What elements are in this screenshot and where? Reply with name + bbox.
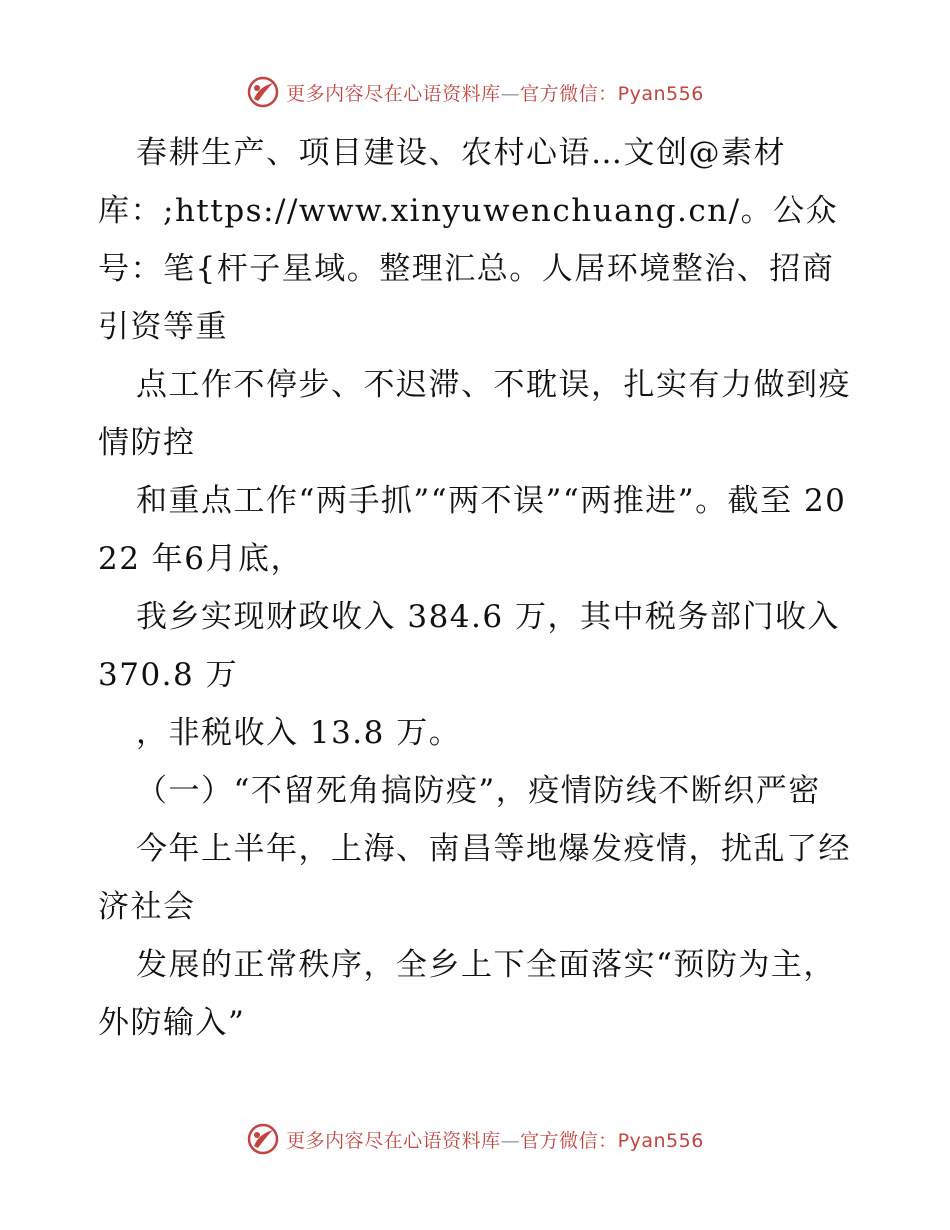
paragraph: 春耕生产、项目建设、农村心语…文创@素材库：;https://www.xinyuwenchuang.cn/。公众号：笔{杆子星域。整理汇总。人居环境整治、招商引资等重 [98,135,839,345]
document-body [98,124,858,1052]
paragraph: 今年上半年，上海、南昌等地爆发疫情，扰乱了经济社会 [98,831,851,925]
paragraph: ，非税收入 13.8 万。 [136,715,462,751]
banner-text: 更多内容尽在心语资料库—官方微信：Pyan556 [286,82,704,105]
header-watermark-banner [0,70,950,114]
banner-text: 更多内容尽在心语资料库—官方微信：Pyan556 [286,1129,704,1152]
section-heading: （一）“不留死角搞防疫”，疫情防线不断织严密 [136,773,821,809]
paragraph: 我乡实现财政收入 384.6 万，其中税务部门收入 370.8 万 [98,599,852,693]
paragraph: 点工作不停步、不迟滞、不耽误，扎实有力做到疫情防控 [98,367,851,461]
paragraph: 发展的正常秩序，全乡上下全面落实“预防为主，外防输入” [98,947,836,1041]
brand-logo-icon [246,75,280,109]
paragraph: 和重点工作“两手抓”“两不误”“两推进”。截至 2022 年6月底， [98,483,847,577]
brand-logo-icon [246,1122,280,1156]
footer-watermark-banner [0,1117,950,1161]
